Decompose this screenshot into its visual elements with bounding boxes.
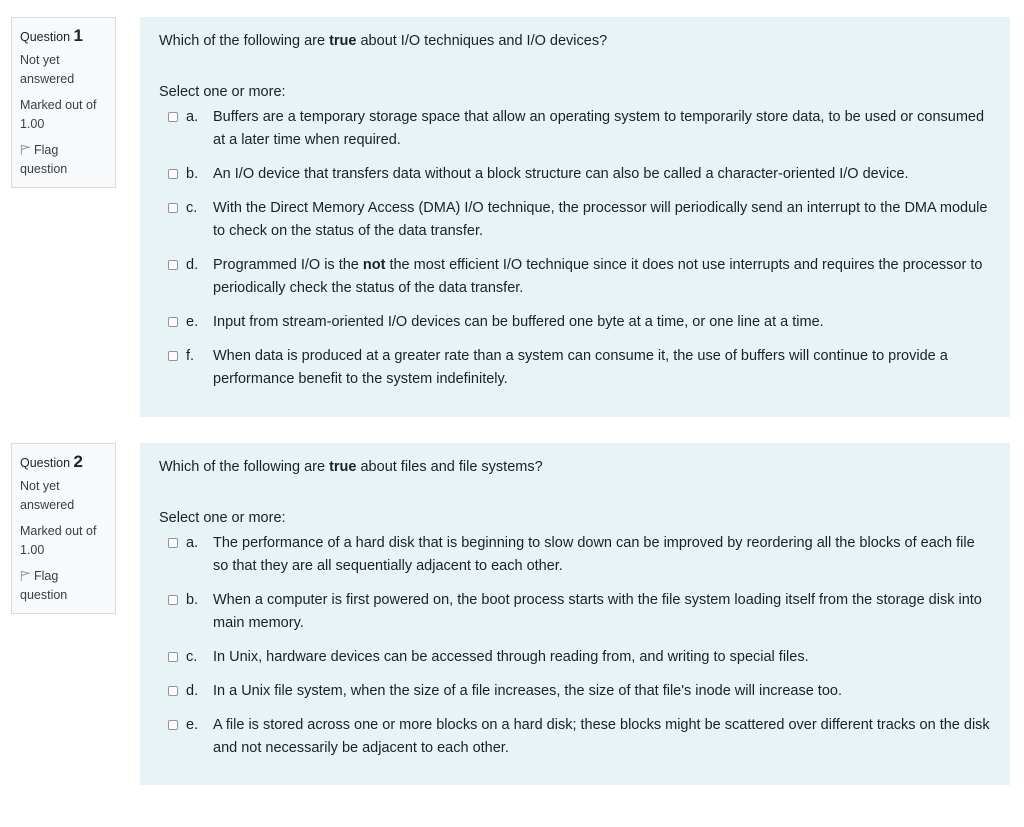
option-text: An I/O device that transfers data without a block structure can also be called a character-oriented I/O device. — [213, 166, 909, 182]
checkbox-icon[interactable] — [168, 169, 178, 179]
option-text: The performance of a hard disk that is beginning to slow down can be improved by reordering all the blocks of each file so that they are all sequentially adjacent to each other. — [213, 535, 975, 574]
option-letter: d. — [186, 683, 199, 699]
answer-option-d[interactable] — [159, 254, 992, 300]
answer-prompt: Select one or more: — [159, 510, 286, 526]
checkbox-icon[interactable] — [168, 112, 178, 122]
question-grade: Marked out of 1.00 — [20, 98, 97, 131]
answer-option-e[interactable] — [159, 311, 992, 334]
question-text-part: about I/O techniques and I/O devices? — [356, 33, 608, 49]
flag-question-link[interactable] — [20, 567, 107, 605]
question-label: Question — [20, 456, 71, 470]
option-text-part: Programmed I/O is the — [213, 257, 363, 273]
answer-option-d[interactable] — [159, 680, 992, 703]
flag-question-label: Flag question — [20, 143, 68, 176]
question-number-value: 1 — [73, 26, 83, 45]
option-text: A file is stored across one or more blocks on a hard disk; these blocks might be scattered over different tracks on the disk and not necessarily be adjacent to each other. — [213, 717, 990, 756]
question-text-emphasis: true — [329, 459, 357, 475]
checkbox-icon[interactable] — [168, 652, 178, 662]
question-grade: Marked out of 1.00 — [20, 524, 97, 557]
option-letter: c. — [186, 649, 198, 665]
option-text: Buffers are a temporary storage space that allow an operating system to temporarily store data, to be used or consumed at a later time when required. — [213, 109, 985, 148]
answer-option-a[interactable] — [159, 532, 992, 578]
question-text-part: Which of the following are — [159, 459, 330, 475]
question-state: Not yet answered — [20, 53, 75, 86]
option-letter: c. — [186, 200, 198, 216]
question-text — [159, 31, 992, 51]
answer-option-b[interactable] — [159, 163, 992, 186]
checkbox-icon[interactable] — [168, 538, 178, 548]
flag-icon — [20, 144, 31, 155]
option-text: In a Unix file system, when the size of a file increases, the size of that file's inode will increase too. — [213, 683, 842, 699]
question-number-value: 2 — [73, 452, 83, 471]
option-letter: f. — [186, 348, 195, 364]
answer-option-e[interactable] — [159, 714, 992, 760]
question-number — [20, 26, 107, 47]
checkbox-icon[interactable] — [168, 686, 178, 696]
answer-options — [159, 532, 992, 760]
question-info-panel — [11, 17, 116, 188]
answer-option-a[interactable] — [159, 106, 992, 152]
question-info-panel — [11, 443, 116, 614]
answer-option-f[interactable] — [159, 345, 992, 391]
option-text: In Unix, hardware devices can be accessed through reading from, and writing to special files. — [213, 649, 809, 665]
answer-option-c[interactable] — [159, 646, 992, 669]
checkbox-icon[interactable] — [168, 720, 178, 730]
checkbox-icon[interactable] — [168, 203, 178, 213]
checkbox-icon[interactable] — [168, 260, 178, 270]
option-letter: e. — [186, 314, 199, 330]
question-text-part: Which of the following are — [159, 33, 330, 49]
question-2 — [0, 443, 1024, 785]
option-text — [213, 254, 992, 300]
answer-option-b[interactable] — [159, 589, 992, 635]
answer-option-c[interactable] — [159, 197, 992, 243]
flag-question-link[interactable] — [20, 141, 107, 179]
question-text — [159, 457, 992, 477]
option-letter: a. — [186, 535, 199, 551]
checkbox-icon[interactable] — [168, 317, 178, 327]
option-letter: b. — [186, 166, 199, 182]
answer-options — [159, 106, 992, 391]
flag-question-label: Flag question — [20, 569, 68, 602]
checkbox-icon[interactable] — [168, 595, 178, 605]
option-text: Input from stream-oriented I/O devices can be buffered one byte at a time, or one line at a time. — [213, 314, 824, 330]
question-1 — [0, 17, 1024, 417]
option-letter: a. — [186, 109, 199, 125]
question-content — [140, 443, 1010, 785]
option-text-emphasis: not — [362, 257, 386, 273]
option-letter: b. — [186, 592, 199, 608]
option-text: With the Direct Memory Access (DMA) I/O technique, the processor will periodically send an interrupt to the DMA module to check on the status of the data transfer. — [213, 200, 988, 239]
answer-prompt: Select one or more: — [159, 84, 286, 100]
checkbox-icon[interactable] — [168, 351, 178, 361]
flag-icon — [20, 570, 31, 581]
option-text: When a computer is first powered on, the boot process starts with the file system loading itself from the storage disk into main memory. — [213, 592, 982, 631]
option-text-part: the most efficient I/O technique since it does not use interrupts and requires the processor to periodically check the status of the data transfer. — [213, 257, 983, 296]
question-label: Question — [20, 30, 71, 44]
option-text: When data is produced at a greater rate than a system can consume it, the use of buffers will continue to provide a performance benefit to the system indefinitely. — [213, 348, 948, 387]
question-text-part: about files and file systems? — [356, 459, 543, 475]
question-state: Not yet answered — [20, 479, 75, 512]
question-content — [140, 17, 1010, 417]
option-letter: e. — [186, 717, 199, 733]
question-number — [20, 452, 107, 473]
question-text-emphasis: true — [329, 33, 357, 49]
option-letter: d. — [186, 257, 199, 273]
